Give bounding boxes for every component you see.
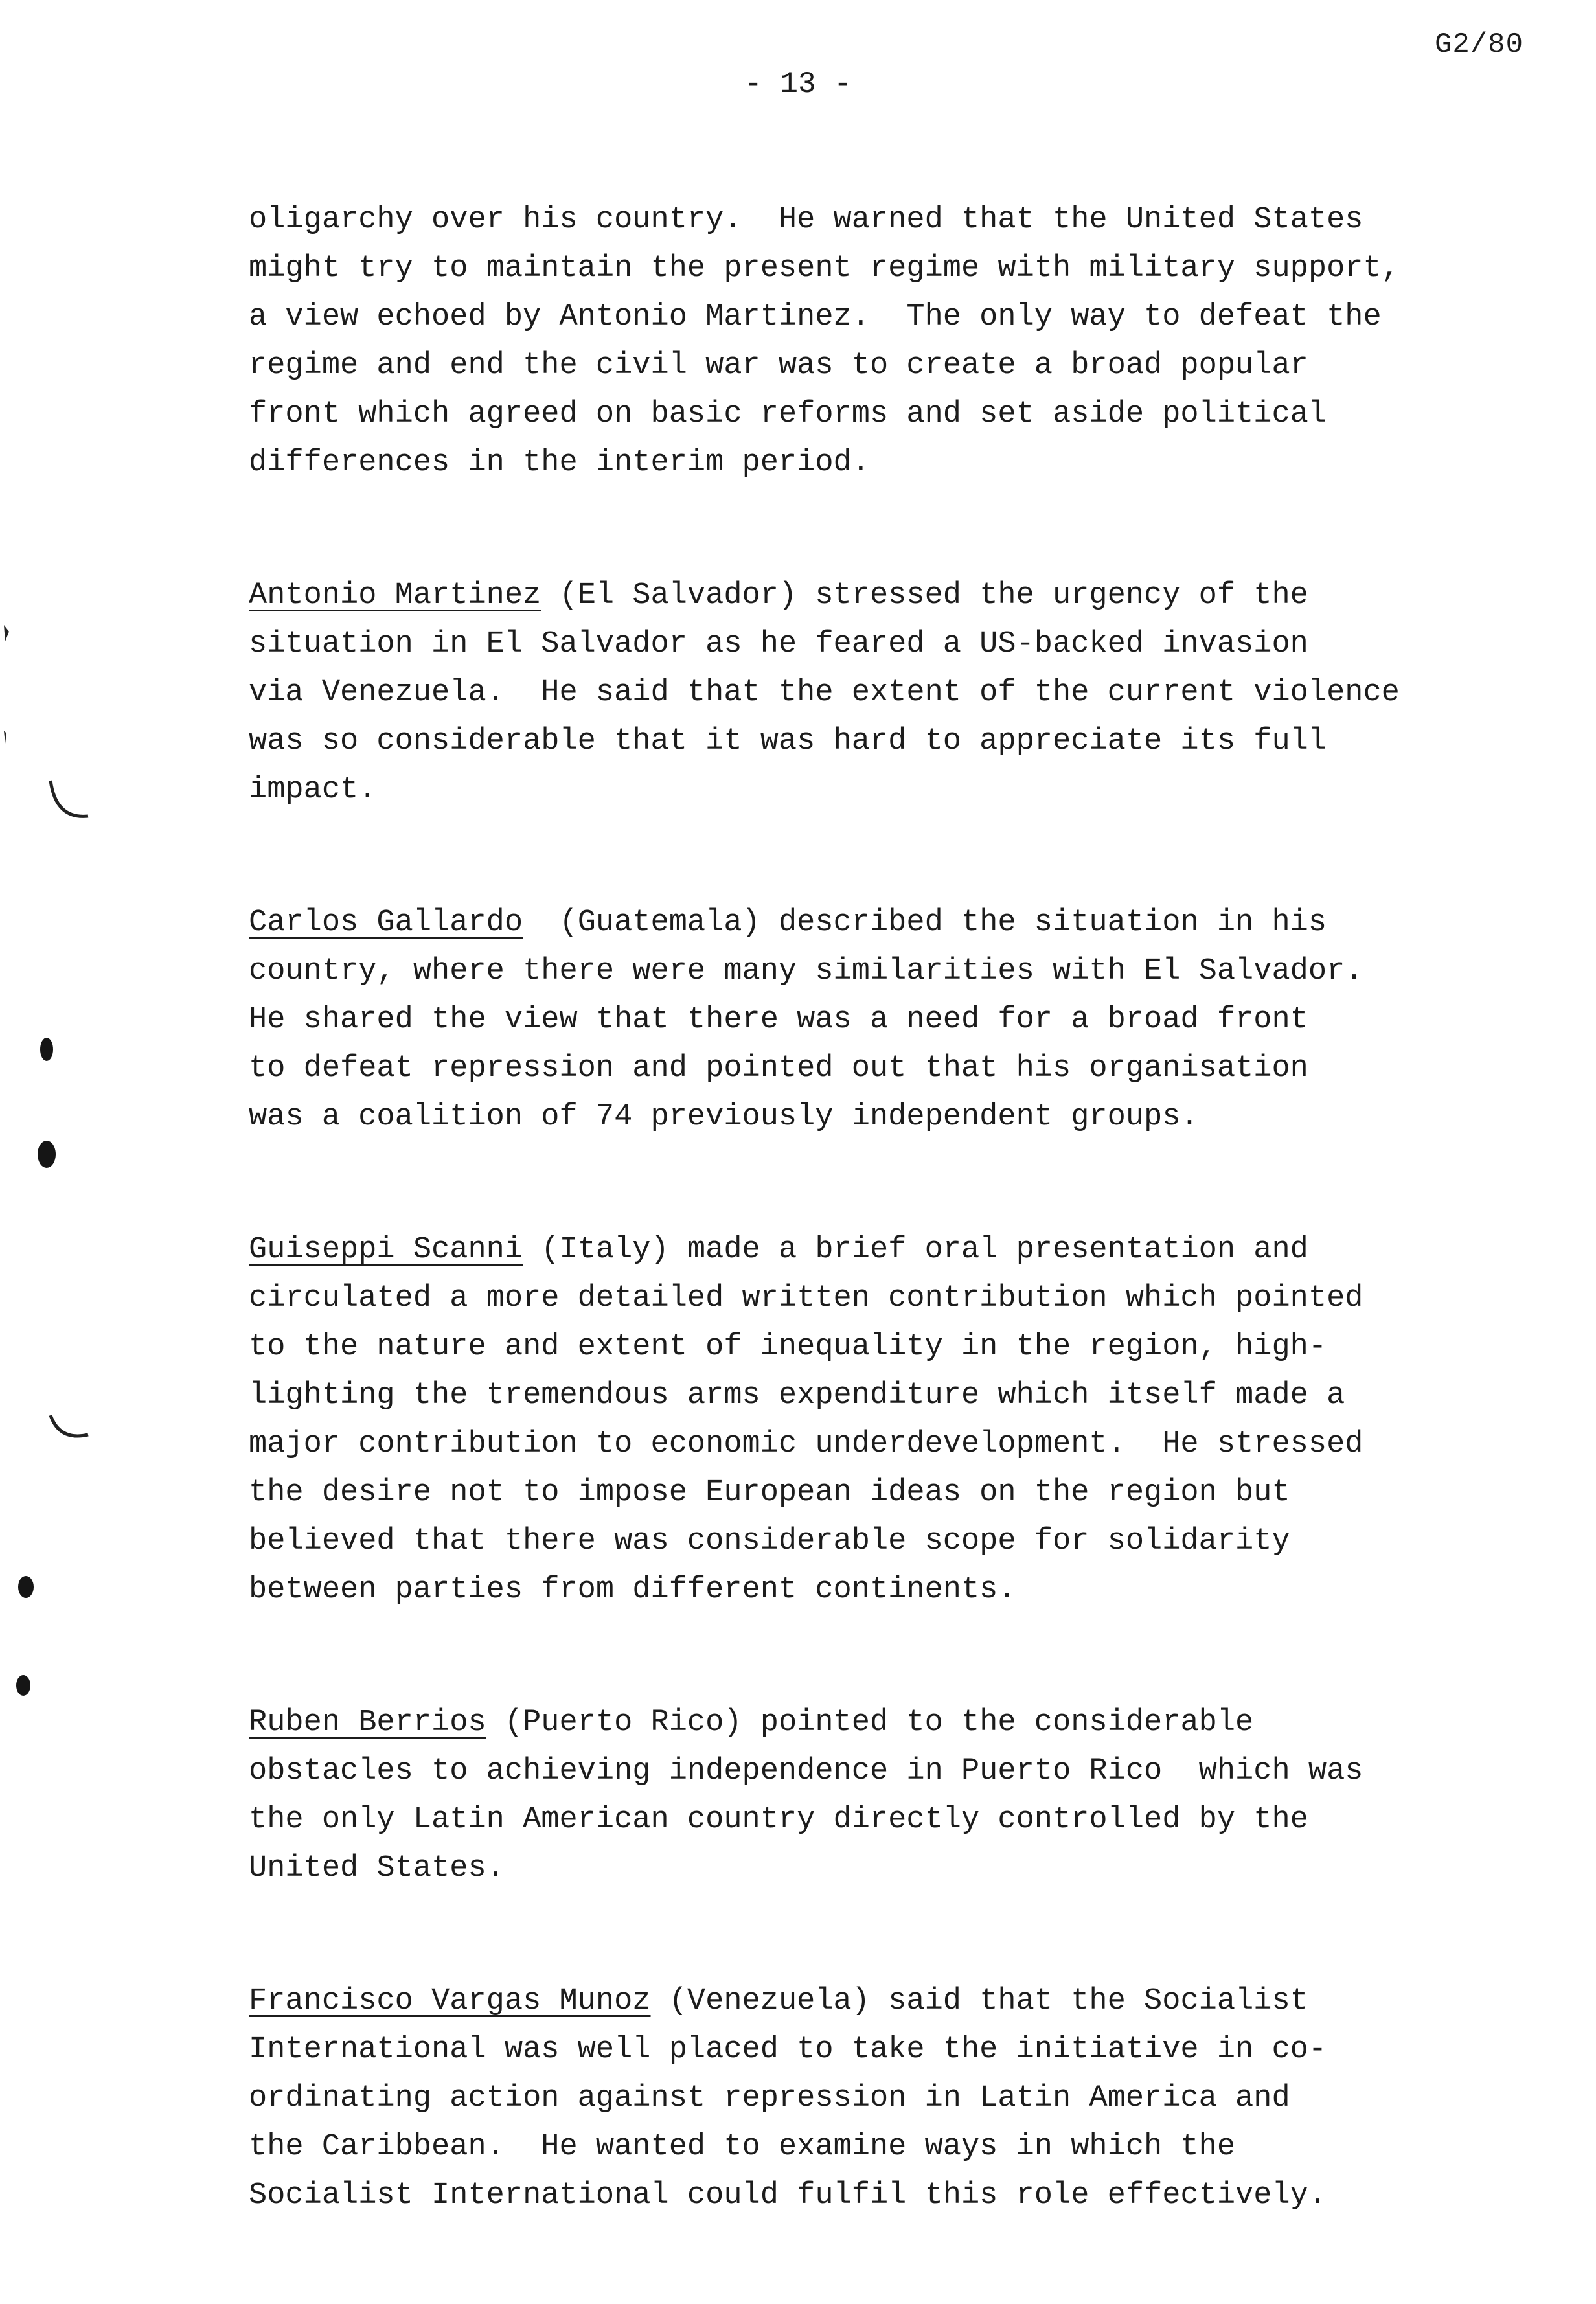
text-line: country, where there were many similarities with El Salvador. <box>249 954 1363 988</box>
text-line: believed that there was considerable scope for solidarity <box>249 1524 1290 1558</box>
binding-curve-mark <box>51 1415 88 1436</box>
text-line: ordinating action against repression in Latin America and <box>249 2081 1290 2116</box>
binding-hole-mark <box>18 1576 34 1598</box>
text-line: was a coalition of 74 previously independent groups. <box>249 1100 1199 1134</box>
text-line: a view echoed by Antonio Martinez. The only way to defeat the <box>249 300 1382 334</box>
paragraph-francisco-vargas-munoz <box>249 1977 1505 2220</box>
text-line: situation in El Salvador as he feared a US-backed invasion <box>249 627 1308 661</box>
paragraph-ruben-berrios <box>249 1698 1505 1893</box>
text-line: major contribution to economic underdevelopment. He stressed <box>249 1427 1363 1461</box>
text-line: oligarchy over his country. He warned that the United States <box>249 203 1363 237</box>
text-line: the Caribbean. He wanted to examine ways in which the <box>249 2130 1236 2164</box>
scan-speck <box>4 731 6 744</box>
scan-speck <box>4 625 9 641</box>
text-line <box>249 1698 1505 1747</box>
text-line: front which agreed on basic reforms and set aside political <box>249 397 1327 431</box>
text-line: impact. <box>249 773 377 807</box>
page-number: - 13 - <box>744 67 852 101</box>
binding-hole-mark <box>16 1675 30 1696</box>
paragraph-continuation <box>249 196 1505 487</box>
document-body <box>249 196 1505 2304</box>
speaker-name: Guiseppi Scanni <box>249 1233 523 1267</box>
text-line: circulated a more detailed written contribution which pointed <box>249 1281 1363 1316</box>
binding-curve-mark <box>51 781 88 816</box>
speaker-name: Antonio Martinez <box>249 578 542 613</box>
text-line <box>249 1977 1505 2025</box>
speaker-name: Francisco Vargas Munoz <box>249 1984 651 2018</box>
paragraph-carlos-gallardo <box>249 898 1505 1141</box>
text-line: might try to maintain the present regime with military support, <box>249 251 1400 286</box>
margin-scan-marks <box>0 0 104 2270</box>
speaker-name: Carlos Gallardo <box>249 906 523 940</box>
text-fragment: (El Salvador) stressed the urgency of the <box>541 578 1308 613</box>
text-line: to defeat repression and pointed out that his organisation <box>249 1051 1308 1086</box>
paragraph-antonio-martinez <box>249 571 1505 814</box>
text-fragment: (Italy) made a brief oral presentation and <box>523 1233 1308 1267</box>
text-line: was so considerable that it was hard to appreciate its full <box>249 724 1327 758</box>
text-line: United States. <box>249 1851 505 1886</box>
text-line <box>249 571 1505 620</box>
speaker-name: Ruben Berrios <box>249 1705 486 1740</box>
text-line: Socialist International could fulfil this role effectively. <box>249 2178 1327 2213</box>
text-line: He shared the view that there was a need for a broad front <box>249 1003 1308 1037</box>
text-line <box>249 1226 1505 1274</box>
binding-hole-mark <box>40 1038 53 1061</box>
text-line <box>249 898 1505 947</box>
binding-hole-mark <box>38 1141 56 1168</box>
document-reference: G2/80 <box>1434 29 1523 61</box>
text-line: lighting the tremendous arms expenditure which itself made a <box>249 1378 1345 1413</box>
text-fragment: (Venezuela) said that the Socialist <box>650 1984 1308 2018</box>
text-fragment: (Guatemala) described the situation in his <box>523 906 1327 940</box>
text-line: via Venezuela. He said that the extent of the current violence <box>249 676 1400 710</box>
text-fragment: (Puerto Rico) pointed to the considerable <box>486 1705 1254 1740</box>
text-line: differences in the interim period. <box>249 446 870 480</box>
text-line: International was well placed to take the initiative in co- <box>249 2033 1327 2067</box>
text-line: to the nature and extent of inequality in the region, high- <box>249 1330 1327 1364</box>
text-line: regime and end the civil war was to create a broad popular <box>249 348 1308 383</box>
text-line: obstacles to achieving independence in Puerto Rico which was <box>249 1754 1363 1788</box>
text-line: the only Latin American country directly controlled by the <box>249 1803 1308 1837</box>
text-line: the desire not to impose European ideas on the region but <box>249 1476 1290 1510</box>
paragraph-guiseppi-scanni <box>249 1226 1505 1614</box>
text-line: between parties from different continents. <box>249 1573 1016 1607</box>
